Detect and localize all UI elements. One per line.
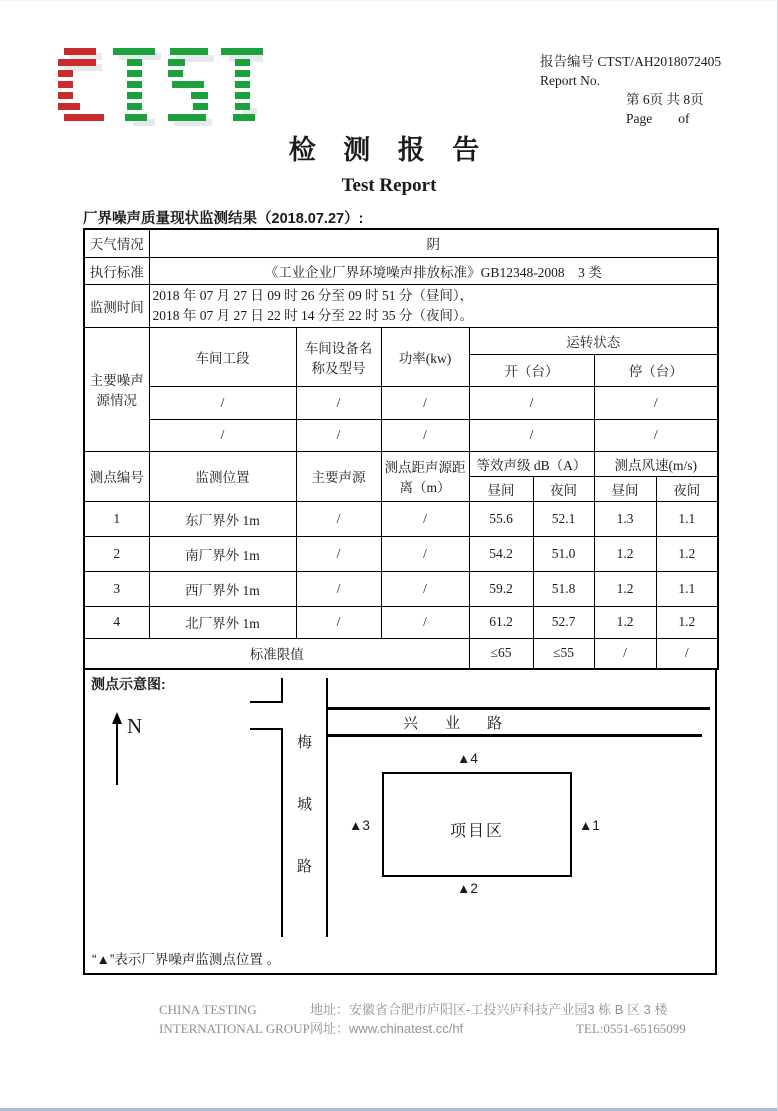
road-line — [250, 728, 283, 730]
wind-day: 1.2 — [594, 606, 656, 638]
noise-cell: / — [149, 386, 296, 419]
page-number-cn: 第 6页 共 8页 — [626, 92, 704, 107]
footer-website: 网址：www.chinatest.cc/hf — [310, 1021, 464, 1036]
section-heading: 厂界噪声质量现状监测结果（2018.07.27）: — [83, 211, 364, 227]
leq-night: 51.0 — [533, 536, 594, 571]
source: / — [296, 571, 381, 606]
leq-night: 51.8 — [533, 571, 594, 606]
wind-day: 1.2 — [594, 571, 656, 606]
noise-cell: / — [296, 419, 381, 451]
standard-value: 《工业企业厂界环境噪声排放标准》GB12348-2008 3 类 — [149, 257, 718, 284]
diagram-note: “▲”表示厂界噪声监测点位置 。 — [92, 952, 281, 967]
page-of-label: of — [678, 111, 690, 126]
distance: / — [381, 536, 469, 571]
leq-night: 52.7 — [533, 606, 594, 638]
wind-night: 1.2 — [656, 536, 718, 571]
north-arrow-line — [116, 723, 118, 785]
table-row — [84, 571, 718, 606]
road-char: 路 — [297, 858, 313, 875]
time-line2: 2018 年 07 月 27 日 22 时 14 分至 22 时 35 分（夜间）。 — [152, 307, 474, 323]
limit-leq-night: ≤55 — [533, 638, 594, 669]
noise-cell: / — [149, 419, 296, 451]
wind-day: 1.2 — [594, 536, 656, 571]
noise-cell: / — [381, 419, 469, 451]
point-id-header: 测点编号 — [84, 451, 149, 501]
road-char: 城 — [297, 796, 313, 813]
footer-company-line2: INTERNATIONAL GROUP — [159, 1021, 310, 1036]
location-header: 监测位置 — [149, 451, 296, 501]
time-label: 监测时间 — [84, 284, 149, 327]
distance: / — [381, 606, 469, 638]
road-line — [326, 678, 328, 937]
road-line — [281, 729, 283, 937]
source: / — [296, 606, 381, 638]
footer-company — [159, 1000, 310, 1038]
measure-header-row — [84, 451, 718, 476]
noise-cell: / — [296, 386, 381, 419]
wind-day: 1.3 — [594, 501, 656, 536]
distance: / — [381, 501, 469, 536]
leq-day: 54.2 — [469, 536, 533, 571]
noise-cell: / — [469, 419, 594, 451]
source: / — [296, 501, 381, 536]
standard-row — [84, 257, 718, 284]
road-label-xingye: 兴 业 路 — [403, 715, 509, 732]
point-id: 1 — [84, 501, 149, 536]
wind-night: 1.1 — [656, 501, 718, 536]
source-header: 主要声源 — [296, 451, 381, 501]
project-area-label: 项目区 — [449, 823, 504, 840]
page-label: Page — [626, 111, 653, 126]
noise-cell: / — [381, 386, 469, 419]
noise-source-label: 主要噪声源情况 — [84, 327, 149, 451]
weather-value: 阴 — [149, 229, 718, 257]
table-row — [84, 536, 718, 571]
wind-night: 1.1 — [656, 571, 718, 606]
header-meta — [540, 52, 740, 128]
road-line — [250, 701, 283, 703]
power-header: 功率(kw) — [381, 327, 469, 386]
limit-row — [84, 638, 718, 669]
workshop-header: 车间工段 — [149, 327, 296, 386]
road-line — [328, 707, 710, 710]
limit-wind-night: / — [656, 638, 718, 669]
limit-wind-day: / — [594, 638, 656, 669]
status-header: 运转状态 — [469, 327, 718, 354]
road-label-meicheng — [297, 731, 312, 917]
ctst-logo — [58, 48, 263, 137]
table-row — [84, 501, 718, 536]
time-value — [149, 284, 718, 327]
monitoring-point-1-icon: ▲1 — [579, 818, 600, 833]
weather-row — [84, 229, 718, 257]
leq-day: 59.2 — [469, 571, 533, 606]
page-subtitle: Test Report — [341, 175, 437, 196]
distance: / — [381, 571, 469, 606]
wind-day-header: 昼间 — [594, 476, 656, 501]
monitoring-point-3-icon: ▲3 — [349, 818, 370, 833]
noise-cell: / — [594, 419, 718, 451]
limit-label: 标准限值 — [84, 638, 469, 669]
point-id: 4 — [84, 606, 149, 638]
site-diagram — [83, 668, 717, 975]
leq-night: 52.1 — [533, 501, 594, 536]
table-row — [84, 606, 718, 638]
noise-source-row — [84, 386, 718, 419]
diagram-heading: 测点示意图: — [91, 676, 166, 692]
monitoring-point-2-icon: ▲2 — [457, 881, 478, 896]
leq-day: 55.6 — [469, 501, 533, 536]
time-line1: 2018 年 07 月 27 日 09 时 26 分至 09 时 51 分（昼间）， — [152, 287, 474, 303]
footer-company-line1: CHINA TESTING — [159, 1002, 257, 1017]
wind-night: 1.2 — [656, 606, 718, 638]
road-line — [281, 678, 283, 702]
footer-address: 地址：安徽省合肥市庐阳区-工投兴庐科技产业园3 栋 B 区 3 楼 — [310, 1002, 668, 1017]
noise-source-row — [84, 419, 718, 451]
location: 南厂界外 1m — [149, 536, 296, 571]
report-number-en: Report No. — [540, 73, 600, 88]
location: 北厂界外 1m — [149, 606, 296, 638]
wind-header: 测点风速(m/s) — [594, 451, 718, 476]
leq-day: 61.2 — [469, 606, 533, 638]
status-off-header: 停（台） — [594, 354, 718, 386]
equipment-header: 车间设备名称及型号 — [296, 327, 381, 386]
location: 东厂界外 1m — [149, 501, 296, 536]
monitoring-table — [83, 228, 719, 670]
time-row — [84, 284, 718, 327]
leq-header: 等效声级 dB（A） — [469, 451, 594, 476]
report-number: 报告编号 CTST/AH2018072405 — [540, 54, 722, 69]
location: 西厂界外 1m — [149, 571, 296, 606]
north-label: N — [127, 714, 143, 738]
source: / — [296, 536, 381, 571]
standard-label: 执行标准 — [84, 257, 149, 284]
road-char: 梅 — [297, 734, 313, 751]
noise-source-header-row — [84, 327, 718, 354]
page-number-en — [540, 109, 740, 128]
limit-leq-day: ≤65 — [469, 638, 533, 669]
monitoring-point-4-icon: ▲4 — [457, 751, 478, 766]
road-line — [328, 734, 702, 737]
noise-cell: / — [594, 386, 718, 419]
status-on-header: 开（台） — [469, 354, 594, 386]
point-id: 2 — [84, 536, 149, 571]
leq-night-header: 夜间 — [533, 476, 594, 501]
weather-label: 天气情况 — [84, 229, 149, 257]
page-title: 检 测 报 告 — [288, 135, 490, 165]
footer-tel: TEL:0551-65165099 — [576, 1021, 686, 1036]
noise-cell: / — [469, 386, 594, 419]
distance-header: 测点距声源距离（m） — [381, 451, 469, 501]
point-id: 3 — [84, 571, 149, 606]
ctst-logo-icon — [58, 48, 263, 132]
leq-day-header: 昼间 — [469, 476, 533, 501]
wind-night-header: 夜间 — [656, 476, 718, 501]
